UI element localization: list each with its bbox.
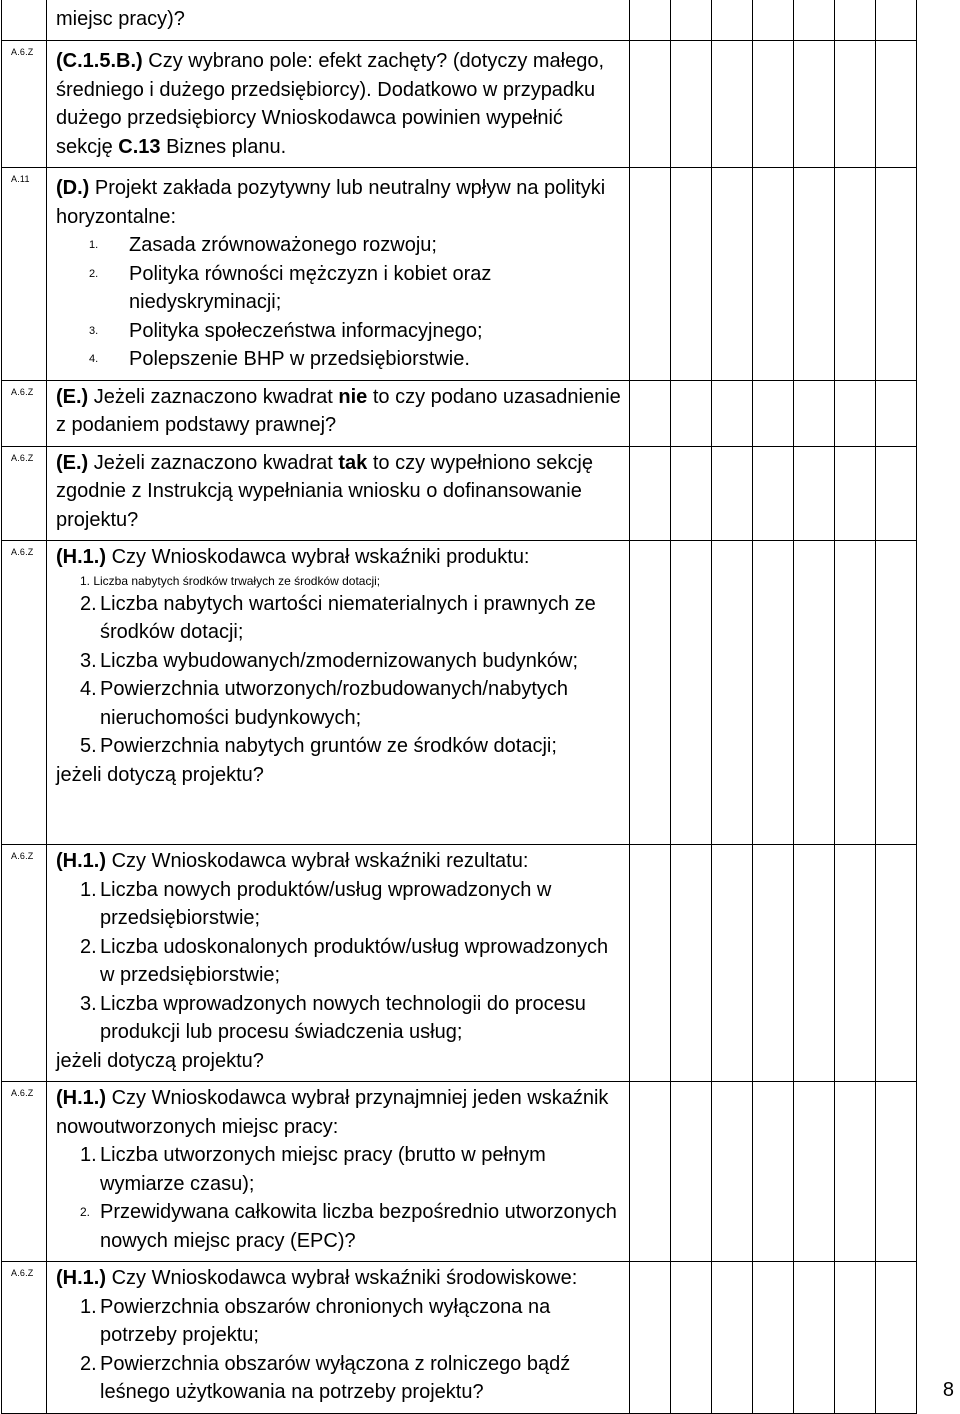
list-item: 3. Liczba wybudowanych/zmodernizowanych budynków;: [80, 649, 579, 672]
criterion-description-cell: [47, 0, 630, 41]
check-box[interactable]: [630, 380, 671, 446]
check-box[interactable]: [794, 541, 835, 845]
criterion-prefix: (H.1.): [56, 1087, 106, 1109]
check-box[interactable]: [671, 0, 712, 41]
check-box[interactable]: [835, 845, 876, 1082]
criterion-description-cell: (H.1.) Czy Wnioskodawca wybrał wskaźniki rezultatu: 1. Liczba nowych produktów/usług wprowadzonych w przedsiębiorstwie; 2. Liczba udoskonalonych produktów/usług wprowadzonych w przedsiębiorstwie; 3. Liczba wprowadzonych nowych technologii do procesu produkcji lub procesu świadczenia usług; jeżeli dotyczą projektu?: [47, 845, 630, 1082]
criterion-code-cell: [2, 41, 47, 168]
check-box[interactable]: [712, 41, 753, 168]
criterion-description-cell: (H.1.) Czy Wnioskodawca wybrał wskaźniki produktu: 1. Liczba nabytych środków trwałych ze środków dotacji; 2. Liczba nabytych wartości niematerialnych i prawnych ze środków dotacji; 3. Liczba wybudowanych/zmodernizowanych budynków; 4. Powierzchnia utworzonych/rozbudowanych/nabytych nieruchomości budynkowych; 5. Powierzchnia nabytych gruntów ze środków dotacji; jeżeli dotyczą projektu?: [47, 541, 630, 845]
emphasized-word: tak: [338, 451, 368, 474]
check-box[interactable]: [794, 41, 835, 168]
list-item-small: 1. Liczba nabytych środków trwałych ze środków dotacji;: [80, 573, 381, 588]
check-box[interactable]: [671, 168, 712, 381]
check-box[interactable]: [794, 1082, 835, 1262]
check-box[interactable]: [671, 1262, 712, 1414]
check-box[interactable]: [630, 446, 671, 541]
criterion-text-end: Biznes planu.: [166, 135, 287, 158]
table-row: [2, 380, 917, 446]
list-item: 2. Liczba nabytych wartości niematerialnych i prawnych ze środków dotacji;: [80, 592, 596, 643]
list-item: 5. Powierzchnia nabytych gruntów ze środków dotacji;: [80, 735, 557, 757]
check-box[interactable]: [835, 446, 876, 541]
table-row: [2, 41, 917, 168]
check-box[interactable]: [876, 1082, 917, 1262]
criterion-code: A.6.Z: [11, 386, 34, 397]
criterion-description-cell: (H.1.) Czy Wnioskodawca wybrał wskaźniki środowiskowe: 1. Powierzchnia obszarów chronionych wyłączona na potrzeby projektu; 2. Powierzchnia obszarów wyłączona z rolniczego bądź leśnego użytkowania na potrzeby projektu?: [47, 1262, 630, 1414]
check-box[interactable]: [753, 380, 794, 446]
criterion-prefix: (H.1.): [56, 850, 106, 872]
list-item: 4. Polepszenie BHP w przedsiębiorstwie.: [89, 348, 470, 370]
criterion-code: A.6.Z: [11, 452, 34, 463]
check-box[interactable]: [630, 41, 671, 168]
table-row: [2, 168, 917, 381]
table-row: [2, 845, 917, 1082]
criterion-code: A.6.Z: [11, 851, 34, 861]
criterion-code-cell: [2, 1262, 47, 1414]
check-box[interactable]: [835, 168, 876, 381]
criterion-code-cell: [2, 446, 47, 541]
list-item: 2. Przewidywana całkowita liczba bezpośrednio utworzonych nowych miejsc pracy (EPC)?: [80, 1201, 617, 1252]
check-box[interactable]: [671, 446, 712, 541]
criterion-tail: jeżeli dotyczą projektu?: [56, 763, 264, 786]
criterion-code-cell: [2, 541, 47, 845]
list-item: 1. Liczba nowych produktów/usług wprowadzonych w przedsiębiorstwie;: [80, 878, 552, 929]
check-box[interactable]: [876, 1262, 917, 1414]
criterion-code: A.11: [11, 174, 30, 184]
list-item: 2. Liczba udoskonalonych produktów/usług wprowadzonych w przedsiębiorstwie;: [80, 935, 609, 986]
check-box[interactable]: [712, 380, 753, 446]
check-box[interactable]: [630, 168, 671, 381]
criterion-description-cell: (E.) Jeżeli zaznaczono kwadrat tak to czy wypełniono sekcję zgodnie z Instrukcją wypełniania wniosku o dofinansowanie projektu?: [47, 446, 630, 541]
emphasized-word: nie: [338, 385, 368, 408]
criterion-text: Projekt zakłada pozytywny lub neutralny wpływ na polityki horyzontalne:: [56, 177, 606, 228]
check-box[interactable]: [753, 541, 794, 845]
check-box[interactable]: [630, 541, 671, 845]
criterion-description-cell: [47, 168, 630, 381]
criterion-code: A.6.Z: [11, 1268, 34, 1278]
check-box[interactable]: [835, 1082, 876, 1262]
list-item: 3. Liczba wprowadzonych nowych technologii do procesu produkcji lub procesu świadczenia usług;: [80, 992, 586, 1043]
criterion-text: miejsc pracy)?: [56, 8, 185, 30]
check-box[interactable]: [753, 41, 794, 168]
criterion-prefix: (H.1.): [56, 546, 106, 568]
check-box[interactable]: [630, 1082, 671, 1262]
check-box[interactable]: [876, 541, 917, 845]
check-box[interactable]: [671, 380, 712, 446]
check-box[interactable]: [794, 446, 835, 541]
check-box[interactable]: [876, 0, 917, 41]
check-box[interactable]: [753, 168, 794, 381]
criterion-code-cell: [2, 380, 47, 446]
verification-checklist-table: [1, 0, 917, 1414]
check-box[interactable]: [753, 1262, 794, 1414]
check-box[interactable]: [671, 845, 712, 1082]
criterion-code: A.6.Z: [11, 1088, 34, 1098]
check-box[interactable]: [671, 541, 712, 845]
criterion-description-cell: (H.1.) Czy Wnioskodawca wybrał przynajmniej jeden wskaźnik nowoutworzonych miejsc pracy: 1. Liczba utworzonych miejsc pracy (brutto w pełnym wymiarze czasu); 2. Przewidywana całkowita liczba bezpośrednio utworzonych nowych miejsc pracy (EPC)?: [47, 1082, 630, 1262]
check-box[interactable]: [876, 168, 917, 381]
criterion-prefix: (E.): [56, 385, 89, 408]
check-box[interactable]: [671, 1082, 712, 1262]
criterion-description-cell: (E.) Jeżeli zaznaczono kwadrat nie to czy podano uzasadnienie z podaniem podstawy prawnej?: [47, 380, 630, 446]
table-row: [2, 1262, 917, 1414]
criterion-code-cell: [2, 0, 47, 41]
check-box[interactable]: [794, 1262, 835, 1414]
list-item: 1. Liczba utworzonych miejsc pracy (brutto w pełnym wymiarze czasu);: [80, 1144, 546, 1195]
table-row: [2, 446, 917, 541]
check-box[interactable]: [835, 380, 876, 446]
check-box[interactable]: [630, 0, 671, 41]
check-box[interactable]: [876, 845, 917, 1082]
check-box[interactable]: [630, 845, 671, 1082]
check-box[interactable]: [712, 446, 753, 541]
criterion-tail: jeżeli dotyczą projektu?: [56, 1049, 264, 1072]
criterion-prefix: (E.): [56, 451, 89, 474]
criterion-code-cell: [2, 845, 47, 1082]
check-box[interactable]: [835, 541, 876, 845]
criterion-code-cell: [2, 1082, 47, 1262]
check-box[interactable]: [630, 1262, 671, 1414]
list-item: 4. Powierzchnia utworzonych/rozbudowanych/nabytych nieruchomości budynkowych;: [80, 678, 569, 729]
check-box[interactable]: [753, 845, 794, 1082]
check-box[interactable]: [794, 0, 835, 41]
criterion-code: A.6.Z: [11, 47, 34, 57]
check-box[interactable]: [712, 1262, 753, 1414]
check-box[interactable]: [835, 0, 876, 41]
check-box[interactable]: [712, 541, 753, 845]
check-box[interactable]: [835, 1262, 876, 1414]
criterion-code: A.6.Z: [11, 547, 34, 557]
check-box[interactable]: [712, 845, 753, 1082]
check-box[interactable]: [712, 168, 753, 381]
list-item: 3. Polityka społeczeństwa informacyjnego;: [89, 319, 483, 342]
check-box[interactable]: [712, 0, 753, 41]
check-box[interactable]: [794, 380, 835, 446]
check-box[interactable]: [753, 446, 794, 541]
list-item: 2. Powierzchnia obszarów wyłączona z rolniczego bądź leśnego użytkowania na potrzeby projektu?: [80, 1352, 571, 1403]
check-box[interactable]: [794, 845, 835, 1082]
list-item: 2. Polityka równości mężczyzn i kobiet oraz niedyskryminacji;: [89, 262, 492, 313]
table-row: [2, 1082, 917, 1262]
check-box[interactable]: [876, 446, 917, 541]
check-box[interactable]: [835, 41, 876, 168]
check-box[interactable]: [753, 0, 794, 41]
check-box[interactable]: [876, 380, 917, 446]
criterion-description-cell: [47, 41, 630, 168]
check-box[interactable]: [794, 168, 835, 381]
criterion-prefix: (D.): [56, 177, 90, 199]
list-item: 1. Powierzchnia obszarów chronionych wyłączona na potrzeby projektu;: [80, 1295, 551, 1346]
criterion-prefix: (H.1.): [56, 1267, 106, 1289]
check-box[interactable]: [753, 1082, 794, 1262]
table-row: [2, 541, 917, 845]
criterion-code-cell: [2, 168, 47, 381]
criterion-prefix: (C.1.5.B.): [56, 50, 143, 72]
table-row: [2, 0, 917, 41]
section-reference: C.13: [118, 135, 161, 158]
list-item: 1. Zasada zrównoważonego rozwoju;: [89, 234, 437, 256]
check-box[interactable]: [671, 41, 712, 168]
check-box[interactable]: [876, 41, 917, 168]
check-box[interactable]: [712, 1082, 753, 1262]
criterion-text: Czy wybrano pole: efekt zachęty? (dotyczy małego, średniego i dużego przedsiębiorcy). Dodatkowo w przypadku dużego przedsiębiorcy Wnioskodawca powinien wypełnić sekcję: [56, 50, 605, 158]
page-number: 8: [942, 1379, 954, 1401]
